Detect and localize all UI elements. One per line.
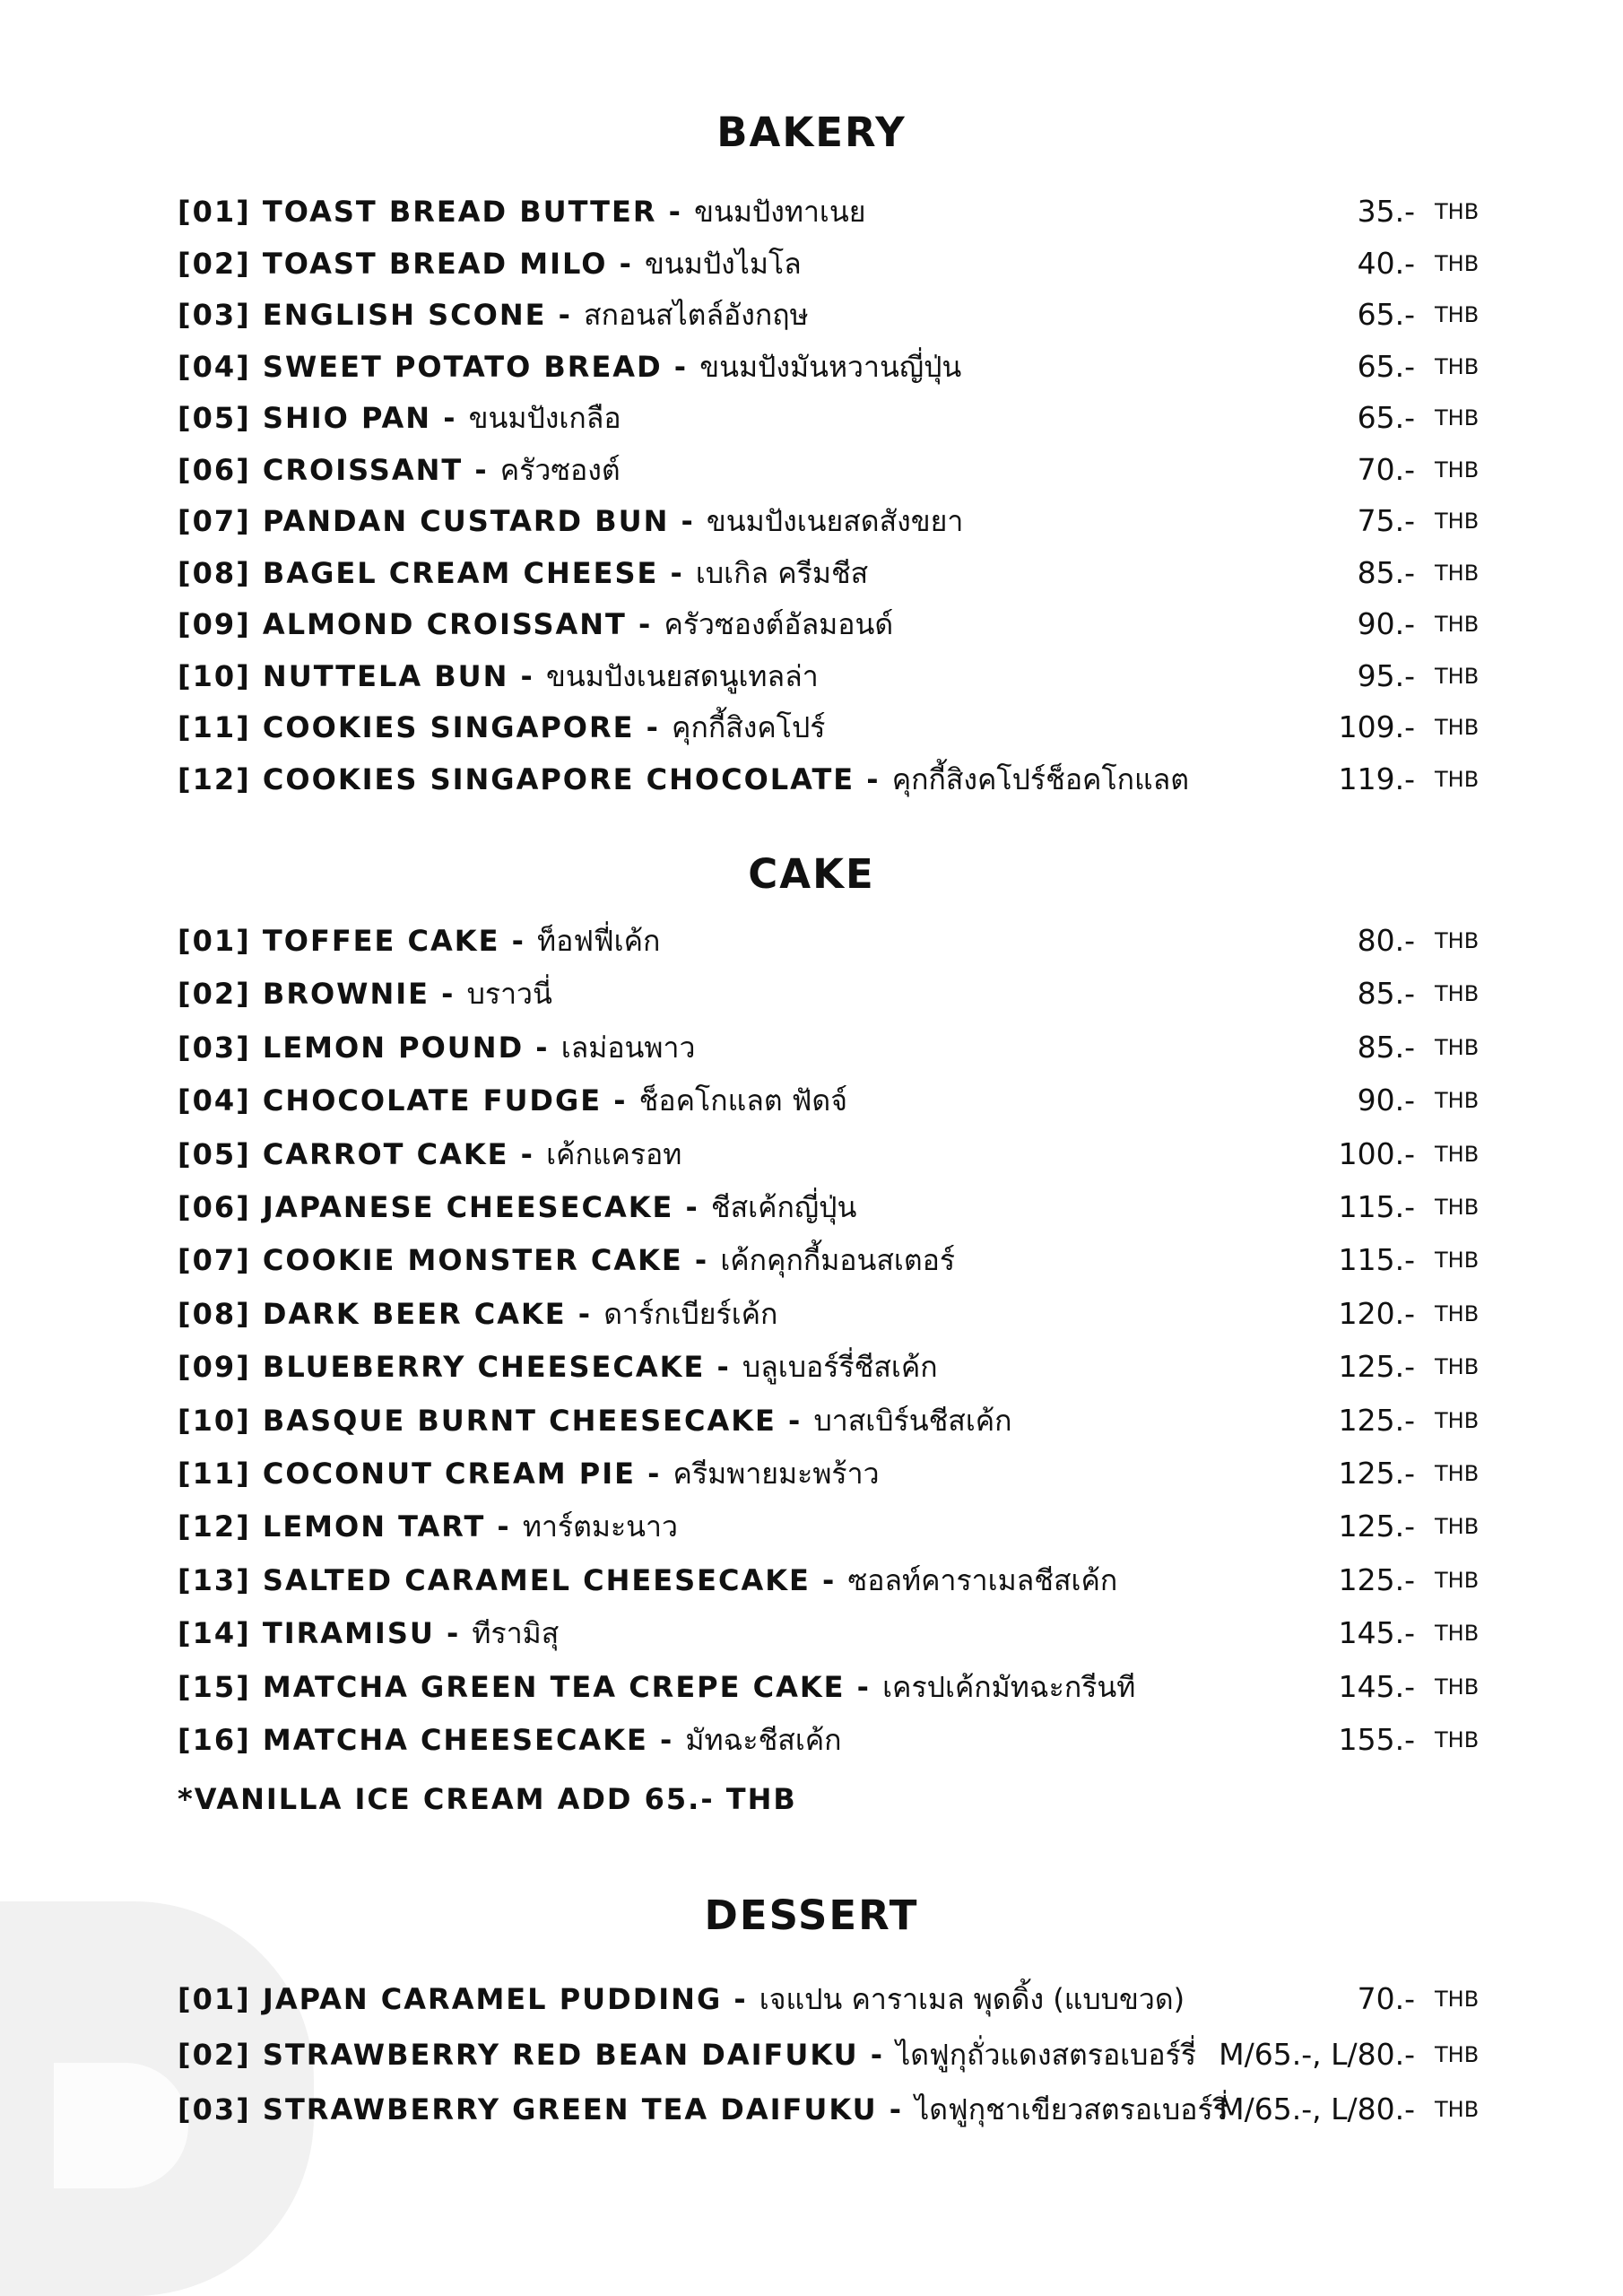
- menu-item-label: [178, 1661, 1135, 1713]
- menu-item-label: [178, 1500, 678, 1552]
- menu-item-thai-name: เค้กแครอท: [546, 1136, 682, 1171]
- menu-item-name: [02] BROWNIE -: [178, 977, 467, 1012]
- menu-item-price: 119.-: [1338, 761, 1415, 796]
- menu-item-label: [178, 1395, 1012, 1447]
- menu-item-name: [04] CHOCOLATE FUDGE -: [178, 1083, 639, 1118]
- menu-item-row: [0, 341, 1623, 393]
- menu-item-name: [10] NUTTELA BUN -: [178, 658, 546, 693]
- menu-item-row: [0, 598, 1623, 650]
- menu-item-label: [178, 1341, 938, 1393]
- menu-item-label: [178, 1607, 559, 1659]
- menu-item-price: 145.-: [1338, 1668, 1415, 1704]
- menu-item-row: [0, 1661, 1623, 1713]
- menu-item-thai-name: ไดฟูกุชาเขียวสตรอเบอร์รี่: [915, 2092, 1228, 2126]
- menu-item-name: [03] ENGLISH SCONE -: [178, 298, 585, 332]
- menu-item-price: 95.-: [1357, 657, 1415, 693]
- menu-item-thai-name: ครีมพายมะพร้าว: [673, 1457, 880, 1491]
- menu-item-label: [178, 650, 819, 702]
- menu-item-row: [0, 1181, 1623, 1233]
- menu-item-label: [178, 1234, 955, 1286]
- dessert-title: DESSERT: [704, 1892, 919, 1939]
- menu-item-row: [0, 1234, 1623, 1286]
- menu-item-currency: THB: [1435, 715, 1480, 740]
- menu-item-label: [178, 1022, 695, 1074]
- menu-item-currency: THB: [1435, 928, 1480, 953]
- menu-item-currency: THB: [1435, 509, 1480, 534]
- menu-item-price: 35.-: [1357, 194, 1415, 229]
- menu-item-thai-name: คุกกี้สิงคโปร์: [672, 710, 826, 744]
- menu-item-thai-name: ช็อคโกแลต ฟัดจ์: [638, 1083, 847, 1118]
- menu-item-thai-name: เบเกิล ครีมชีส: [695, 555, 869, 590]
- menu-item-price: 65.-: [1357, 348, 1415, 384]
- menu-item-price: 125.-: [1338, 1402, 1415, 1438]
- menu-item-price: 115.-: [1338, 1242, 1415, 1278]
- menu-item-price: 125.-: [1338, 1456, 1415, 1491]
- menu-item-row: [0, 444, 1623, 496]
- menu-item-label: [178, 1448, 880, 1500]
- menu-item-row: [0, 1341, 1623, 1393]
- menu-item-thai-name: ทาร์ตมะนาว: [522, 1509, 678, 1544]
- menu-item-name: [11] COCONUT CREAM PIE -: [178, 1457, 673, 1491]
- menu-item-thai-name: ขนมปังเนยสดสังขยา: [706, 504, 964, 538]
- menu-item-label: [178, 1554, 1117, 1606]
- menu-item-name: [03] LEMON POUND -: [178, 1030, 561, 1065]
- menu-item-thai-name: ครัวซองต์อัลมอนด์: [664, 607, 894, 641]
- menu-item-currency: THB: [1435, 1034, 1480, 1060]
- menu-item-price: M/65.-, L/80.-: [1219, 2092, 1415, 2126]
- menu-item-thai-name: ขนมปังมันหวานญี่ปุ่น: [699, 349, 962, 384]
- menu-item-thai-name: ซอลท์คาราเมลชีสเค้ก: [847, 1562, 1118, 1597]
- menu-item-thai-name: ทีรามิสุ: [472, 1616, 560, 1651]
- menu-item-label: [178, 1181, 856, 1233]
- menu-item-row: [0, 1128, 1623, 1180]
- menu-item-label: [178, 1074, 847, 1126]
- menu-item-row: [0, 1973, 1623, 2025]
- menu-item-row: [0, 547, 1623, 599]
- menu-item-row: [0, 2083, 1623, 2135]
- menu-item-currency: THB: [1435, 199, 1480, 224]
- menu-item-name: [05] SHIO PAN -: [178, 401, 469, 435]
- menu-item-name: [01] TOAST BREAD BUTTER -: [178, 195, 695, 229]
- menu-item-name: [15] MATCHA GREEN TEA CREPE CAKE -: [178, 1669, 883, 1704]
- menu-item-price: 155.-: [1338, 1722, 1415, 1757]
- menu-item-currency: THB: [1435, 1088, 1480, 1114]
- menu-item-label: [178, 1973, 1185, 2025]
- menu-item-currency: THB: [1435, 766, 1480, 792]
- menu-item-name: [06] CROISSANT -: [178, 452, 500, 487]
- menu-item-thai-name: มัทฉะชีสเค้ก: [685, 1723, 842, 1757]
- menu-item-row: [0, 1074, 1623, 1126]
- menu-item-name: [05] CARROT CAKE -: [178, 1136, 547, 1171]
- menu-item-currency: THB: [1435, 1727, 1480, 1752]
- menu-item-name: [01] JAPAN CARAMEL PUDDING -: [178, 1982, 759, 2016]
- menu-item-row: [0, 238, 1623, 290]
- menu-item-thai-name: บาสเบิร์นชีสเค้ก: [813, 1403, 1012, 1438]
- menu-item-row: [0, 186, 1623, 238]
- menu-item-label: [178, 238, 802, 290]
- menu-item-label: [178, 495, 963, 547]
- menu-item-row: [0, 753, 1623, 805]
- menu-item-row: [0, 1500, 1623, 1552]
- menu-item-name: [03] STRAWBERRY GREEN TEA DAIFUKU -: [178, 2092, 916, 2126]
- menu-item-label: [178, 547, 868, 599]
- menu-item-currency: THB: [1435, 612, 1480, 637]
- menu-item-name: [11] COOKIES SINGAPORE -: [178, 710, 673, 744]
- menu-item-currency: THB: [1435, 457, 1480, 483]
- menu-item-thai-name: ขนมปังทาเนย: [694, 195, 866, 229]
- menu-item-price: 85.-: [1357, 976, 1415, 1012]
- menu-item-currency: THB: [1435, 405, 1480, 430]
- menu-item-row: [0, 392, 1623, 444]
- menu-item-name: [09] ALMOND CROISSANT -: [178, 607, 664, 641]
- menu-item-thai-name: บลูเบอร์รี่ชีสเค้ก: [742, 1350, 938, 1385]
- menu-item-price: 109.-: [1338, 709, 1415, 744]
- menu-item-row: [0, 1022, 1623, 1074]
- menu-item-currency: THB: [1435, 2041, 1480, 2067]
- menu-item-row: [0, 289, 1623, 341]
- menu-item-name: [07] COOKIE MONSTER CAKE -: [178, 1243, 721, 1278]
- ice-cream-note: *VANILLA ICE CREAM ADD 65.- THB: [178, 1782, 797, 1816]
- menu-item-thai-name: คุกกี้สิงคโปร์ช็อคโกแลต: [891, 761, 1190, 796]
- menu-item-thai-name: เครปเค้กมัทฉะกรีนที: [882, 1669, 1136, 1704]
- menu-item-thai-name: ขนมปังเนยสดนูเทลล่า: [545, 658, 819, 693]
- menu-item-row: [0, 495, 1623, 547]
- menu-item-price: 125.-: [1338, 1349, 1415, 1385]
- menu-item-currency: THB: [1435, 1461, 1480, 1486]
- menu-item-thai-name: ท็อฟฟี่เค้ก: [537, 924, 661, 958]
- menu-item-thai-name: เลม่อนพาว: [560, 1030, 696, 1065]
- menu-item-thai-name: ขนมปังเกลือ: [468, 401, 621, 435]
- menu-item-thai-name: ดาร์กเบียร์เค้ก: [603, 1296, 778, 1331]
- menu-item-thai-name: บราวนี่: [466, 977, 552, 1012]
- menu-item-name: [02] STRAWBERRY RED BEAN DAIFUKU -: [178, 2037, 897, 2072]
- menu-item-row: [0, 701, 1623, 753]
- menu-item-currency: THB: [1435, 250, 1480, 276]
- menu-item-price: 145.-: [1338, 1615, 1415, 1651]
- menu-item-row: [0, 1448, 1623, 1500]
- menu-item-label: [178, 915, 660, 967]
- menu-item-label: [178, 289, 809, 341]
- menu-item-currency: THB: [1435, 663, 1480, 689]
- menu-item-name: [09] BLUEBERRY CHEESECAKE -: [178, 1350, 742, 1385]
- menu-item-thai-name: ไดฟูกุถั่วแดงสตรอเบอร์รี่: [896, 2037, 1196, 2072]
- menu-item-name: [07] PANDAN CUSTARD BUN -: [178, 504, 707, 538]
- menu-item-name: [12] COOKIES SINGAPORE CHOCOLATE -: [178, 761, 892, 796]
- menu-item-row: [0, 1714, 1623, 1766]
- menu-item-label: [178, 186, 865, 238]
- menu-item-name: [01] TOFFEE CAKE -: [178, 924, 537, 958]
- menu-item-name: [02] TOAST BREAD MILO -: [178, 246, 645, 281]
- menu-item-currency: THB: [1435, 2097, 1480, 2122]
- menu-item-price: 85.-: [1357, 554, 1415, 590]
- menu-item-price: 65.-: [1357, 297, 1415, 332]
- menu-item-price: 120.-: [1338, 1295, 1415, 1331]
- menu-item-label: [178, 753, 1189, 805]
- menu-item-price: 75.-: [1357, 503, 1415, 538]
- cake-title: CAKE: [748, 850, 875, 898]
- menu-item-currency: THB: [1435, 302, 1480, 327]
- menu-item-name: [13] SALTED CARAMEL CHEESECAKE -: [178, 1562, 848, 1597]
- menu-item-currency: THB: [1435, 1300, 1480, 1326]
- menu-item-currency: THB: [1435, 1141, 1480, 1167]
- menu-item-currency: THB: [1435, 1674, 1480, 1700]
- menu-item-label: [178, 701, 825, 753]
- menu-item-price: M/65.-, L/80.-: [1219, 2036, 1415, 2072]
- menu-item-price: 40.-: [1357, 245, 1415, 281]
- menu-item-name: [14] TIRAMISU -: [178, 1616, 473, 1651]
- menu-item-price: 65.-: [1357, 400, 1415, 435]
- menu-item-currency: THB: [1435, 981, 1480, 1007]
- menu-item-label: [178, 341, 961, 393]
- menu-item-label: [178, 1714, 842, 1766]
- menu-item-name: [12] LEMON TART -: [178, 1509, 523, 1544]
- menu-item-name: [08] BAGEL CREAM CHEESE -: [178, 555, 696, 590]
- menu-item-price: 90.-: [1357, 606, 1415, 641]
- menu-item-thai-name: เจแปน คาราเมล พุดดิ้ง (แบบขวด): [759, 1982, 1185, 2016]
- menu-item-row: [0, 650, 1623, 702]
- menu-item-row: [0, 968, 1623, 1020]
- menu-item-price: 100.-: [1338, 1135, 1415, 1171]
- menu-item-label: [178, 1288, 777, 1340]
- menu-item-label: [178, 2083, 1228, 2135]
- menu-item-price: 70.-: [1357, 451, 1415, 487]
- menu-item-price: 80.-: [1357, 923, 1415, 958]
- menu-item-row: [0, 1554, 1623, 1606]
- menu-item-currency: THB: [1435, 560, 1480, 586]
- menu-item-price: 125.-: [1338, 1509, 1415, 1544]
- menu-item-thai-name: ชีสเค้กญี่ปุ่น: [710, 1190, 857, 1224]
- menu-item-price: 85.-: [1357, 1029, 1415, 1065]
- menu-item-price: 90.-: [1357, 1083, 1415, 1118]
- menu-item-currency: THB: [1435, 1248, 1480, 1274]
- menu-item-name: [16] MATCHA CHEESECAKE -: [178, 1723, 686, 1757]
- menu-item-currency: THB: [1435, 1354, 1480, 1380]
- menu-item-name: [04] SWEET POTATO BREAD -: [178, 349, 700, 384]
- menu-item-currency: THB: [1435, 1567, 1480, 1593]
- menu-item-name: [06] JAPANESE CHEESECAKE -: [178, 1190, 711, 1224]
- menu-item-currency: THB: [1435, 353, 1480, 379]
- menu-item-label: [178, 1128, 681, 1180]
- menu-item-row: [0, 915, 1623, 967]
- menu-item-currency: THB: [1435, 1514, 1480, 1540]
- menu-item-label: [178, 444, 621, 496]
- menu-item-label: [178, 598, 893, 650]
- menu-item-thai-name: ขนมปังไมโล: [645, 246, 802, 281]
- menu-item-row: [0, 1395, 1623, 1447]
- menu-item-label: [178, 2029, 1196, 2081]
- menu-item-row: [0, 1288, 1623, 1340]
- menu-item-currency: THB: [1435, 1407, 1480, 1433]
- menu-item-currency: THB: [1435, 1195, 1480, 1220]
- bakery-title: BAKERY: [716, 109, 907, 156]
- menu-item-label: [178, 968, 552, 1020]
- menu-item-row: [0, 2029, 1623, 2081]
- menu-item-currency: THB: [1435, 1987, 1480, 2012]
- menu-item-label: [178, 392, 621, 444]
- menu-item-price: 115.-: [1338, 1189, 1415, 1224]
- menu-item-price: 70.-: [1357, 1981, 1415, 2016]
- menu-item-name: [10] BASQUE BURNT CHEESECAKE -: [178, 1403, 814, 1438]
- menu-item-thai-name: สกอนสไตล์อังกฤษ: [584, 298, 809, 332]
- menu-item-price: 125.-: [1338, 1561, 1415, 1597]
- menu-item-thai-name: ครัวซองต์: [499, 452, 621, 487]
- menu-item-currency: THB: [1435, 1621, 1480, 1647]
- menu-item-row: [0, 1607, 1623, 1659]
- menu-item-name: [08] DARK BEER CAKE -: [178, 1296, 604, 1331]
- menu-item-thai-name: เค้กคุกกี้มอนสเตอร์: [720, 1243, 956, 1278]
